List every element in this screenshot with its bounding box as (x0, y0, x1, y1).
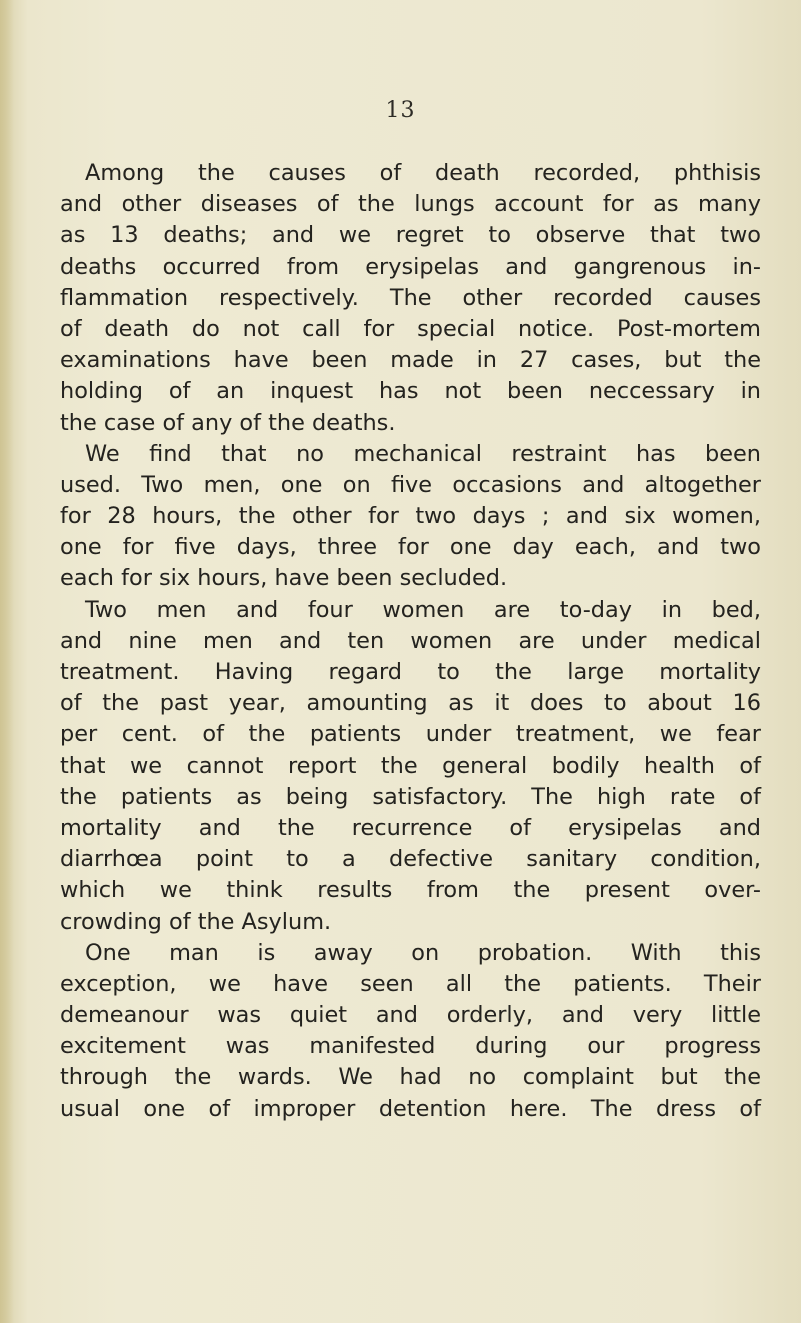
text-line: diarrhœa point to a defective sanitary condition, (60, 846, 761, 873)
text-line: excitement was manifested during our progress (60, 1033, 761, 1060)
text-line: holding of an inquest has not been neccessary in (60, 378, 761, 405)
text-line: through the wards. We had no complaint but the (60, 1064, 761, 1091)
text-line: each for six hours, have been secluded. (60, 565, 508, 592)
text-line: and other diseases of the lungs account for as many (60, 191, 761, 218)
text-line: used. Two men, one on five occasions and altogether (60, 471, 761, 498)
text-line: flammation respectively. The other recorded causes (60, 284, 761, 311)
body-text (60, 158, 761, 1125)
page-binding-shadow (0, 0, 14, 1323)
text-line: per cent. of the patients under treatment, we fear (60, 721, 761, 748)
text-line: Two men and four women are to-day in bed, (85, 596, 761, 623)
text-line: examinations have been made in 27 cases, but the (60, 347, 761, 374)
text-line: usual one of improper detention here. The dress of (60, 1095, 761, 1122)
text-line: the case of any of the deaths. (60, 409, 396, 436)
text-line: that we cannot report the general bodily health of (60, 752, 761, 779)
text-line: one for five days, three for one day each, and two (60, 534, 761, 561)
text-line: demeanour was quiet and orderly, and very little (60, 1002, 761, 1029)
text-line: the patients as being satisfactory. The high rate of (60, 783, 761, 810)
text-line: which we think results from the present over- (60, 877, 761, 904)
text-line: treatment. Having regard to the large mortality (60, 659, 761, 685)
text-line: mortality and the recurrence of erysipelas and (60, 814, 761, 841)
text-line: crowding of the Asylum. (60, 908, 332, 935)
text-line: for 28 hours, the other for two days ; and six women, (60, 503, 761, 530)
text-line: One man is away on probation. With this (85, 939, 761, 966)
text-line: exception, we have seen all the patients. Their (60, 970, 761, 997)
page-number: 13 (385, 98, 416, 123)
text-line: Among the causes of death recorded, phthisis (85, 160, 761, 186)
text-line: We find that no mechanical restraint has been (85, 440, 761, 467)
text-line: of the past year, amounting as it does to about 16 (60, 690, 761, 717)
text-line: deaths occurred from erysipelas and gangrenous in- (60, 253, 761, 280)
text-line: of death do not call for special notice. Post-mortem (60, 315, 761, 342)
text-line: as 13 deaths; and we regret to observe that two (60, 222, 761, 249)
text-line: and nine men and ten women are under medical (60, 627, 761, 654)
